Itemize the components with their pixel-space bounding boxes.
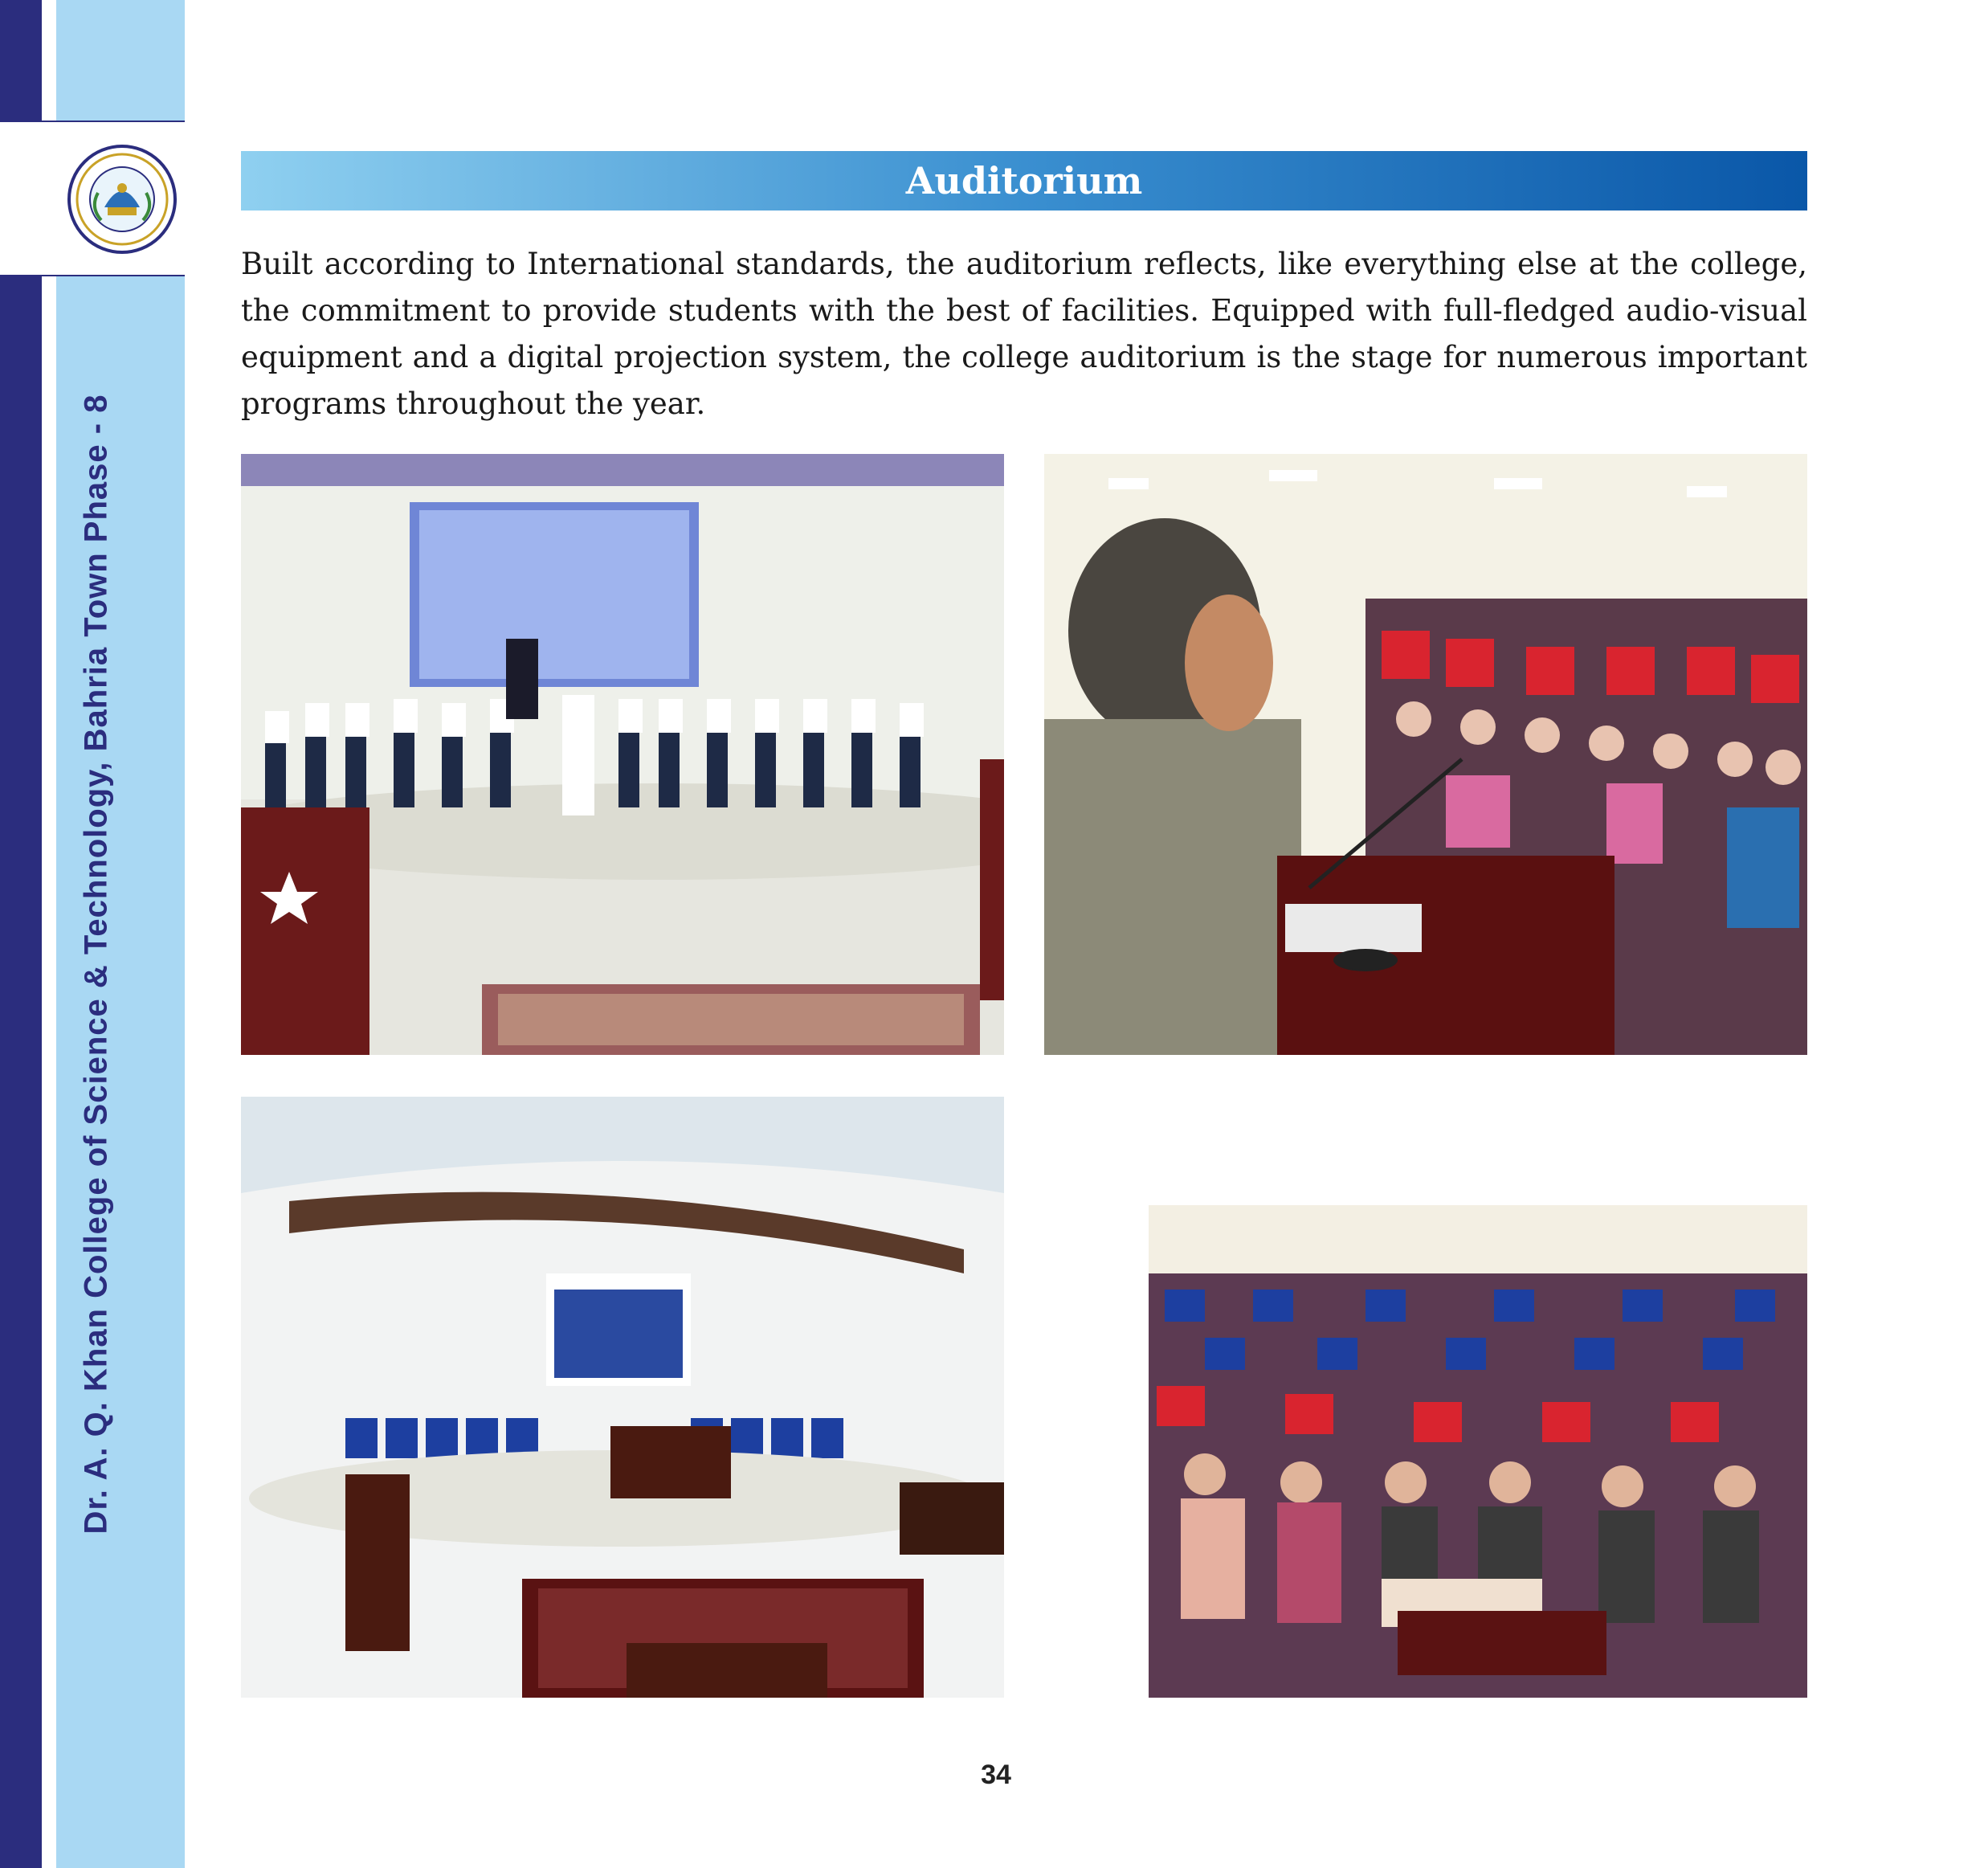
section-paragraph: Built according to International standards, the auditorium reflects, like everything else at the college, the commitment to provide students with the best of facilities. Equipped with full-fledged audio-visual equipment and a digital projection system, the college auditorium is the stage for numerous important programs throughout the year. [241,247,1807,421]
photo-students-on-stage [241,454,1004,1055]
college-seal-logo [66,143,178,255]
sidebar-dark-stripe [0,0,42,1868]
spine-title: Dr. A. Q. Khan College of Science & Technology, Bahria Town Phase - 8 [78,394,114,1535]
logo-panel [0,121,185,276]
photo-speaker-audience [1044,454,1807,1055]
section-title-bar [241,151,1807,211]
photo-audience-guests [1044,1097,1807,1698]
sidebar-light-stripe [56,0,185,1868]
section-title: Auditorium [905,159,1143,202]
sidebar-gap [42,0,56,1868]
photo-empty-stage [241,1097,1004,1698]
page-number: 34 [981,1760,1011,1790]
